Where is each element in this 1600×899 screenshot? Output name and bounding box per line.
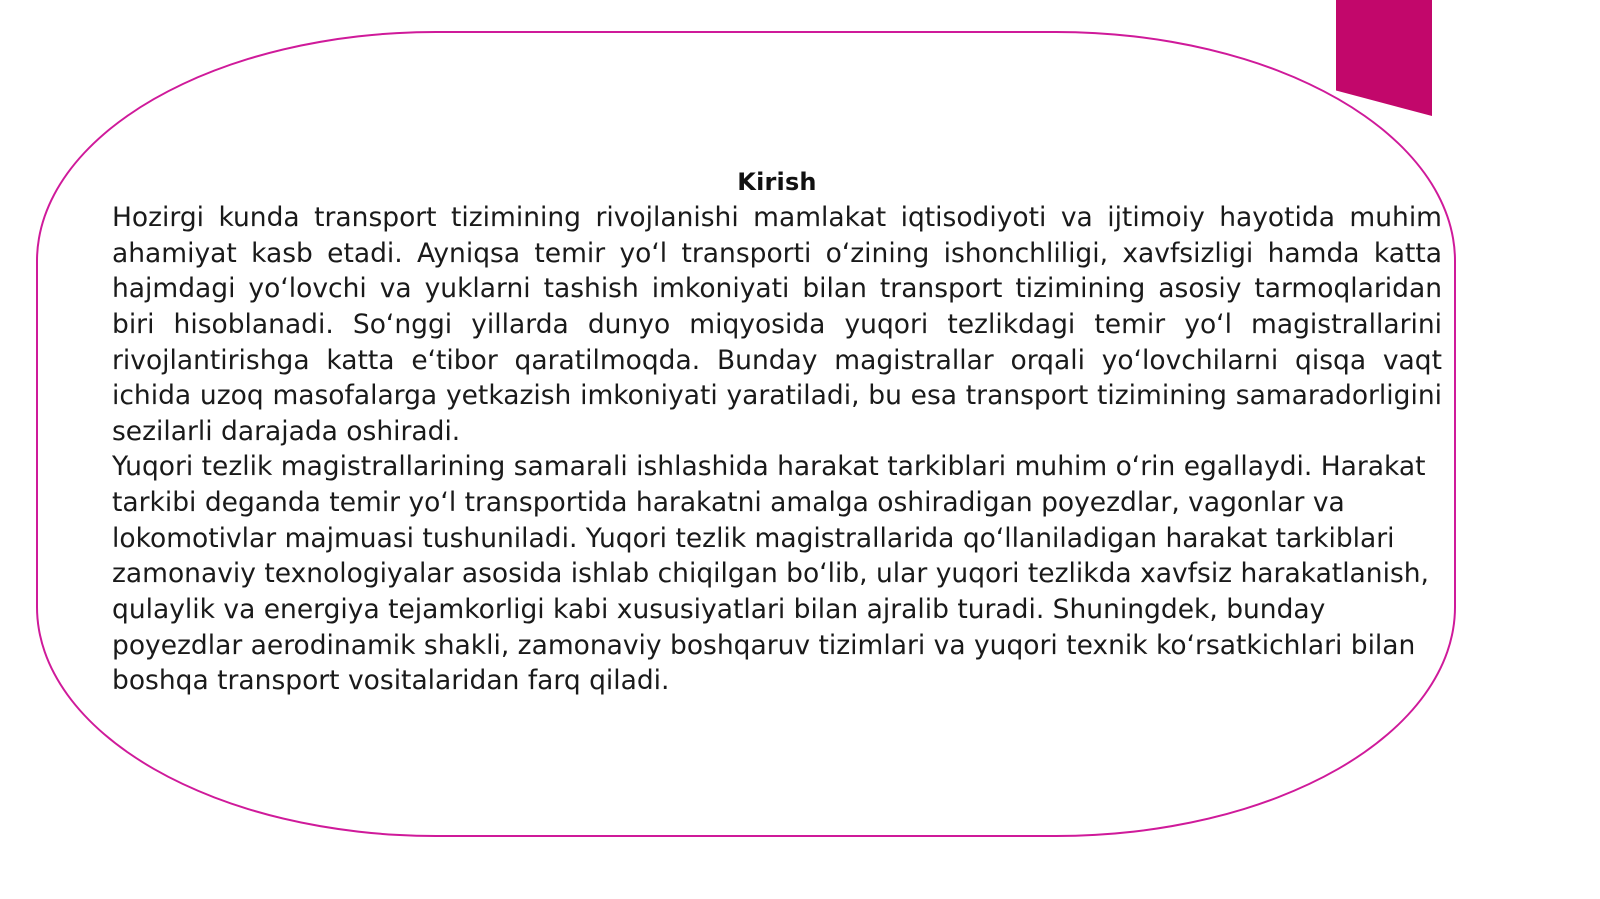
page-title: Kirish: [737, 168, 817, 196]
paragraph-intro: Hozirgi kunda transport tizimining rivojlanishi mamlakat iqtisodiyoti va ijtimoiy hayotida muhim ahamiyat kasb etadi. Ayniqsa temir yo‘l transporti o‘zining ishonchliligi, xavfsizligi hamda katta hajmdagi yo‘lovchi va yuklarni tashish imkoniyati bilan transport tizimining asosiy tarmoqlaridan biri hisoblanadi. So‘nggi yillarda dunyo miqyosida yuqori tezlikdagi temir yo‘l magistrallarini rivojlantirishga katta e‘tibor qaratilmoqda. Bunday magistrallar orqali yo‘lovchilarni qisqa vaqt ichida uzoq masofalarga yetkazish imkoniyati yaratiladi, bu esa transport tizimining samaradorligini sezilarli darajada oshiradi.: [112, 202, 1442, 447]
corner-ribbon-decoration: [1336, 0, 1432, 116]
document-body: [112, 168, 1442, 699]
paragraph-rolling-stock: Yuqori tezlik magistrallarining samarali ishlashida harakat tarkiblari muhim o‘rin egallaydi. Harakat tarkibi deganda temir yo‘l transportida harakatni amalga oshiradigan poyezdlar, vagonlar va lokomotivlar majmuasi tushuniladi. Yuqori tezlik magistrallarida qo‘llaniladigan harakat tarkiblari zamonaviy texnologiyalar asosida ishlab chiqilgan bo‘lib, ular yuqori tezlikda xavfsiz harakatlanish, qulaylik va energiya tejamkorligi kabi xususiyatlari bilan ajralib turadi. Shuningdek, bunday poyezdlar aerodinamik shakli, zamonaviy boshqaruv tizimlari va yuqori texnik ko‘rsatkichlari bilan boshqa transport vositalaridan farq qiladi.: [112, 451, 1429, 697]
